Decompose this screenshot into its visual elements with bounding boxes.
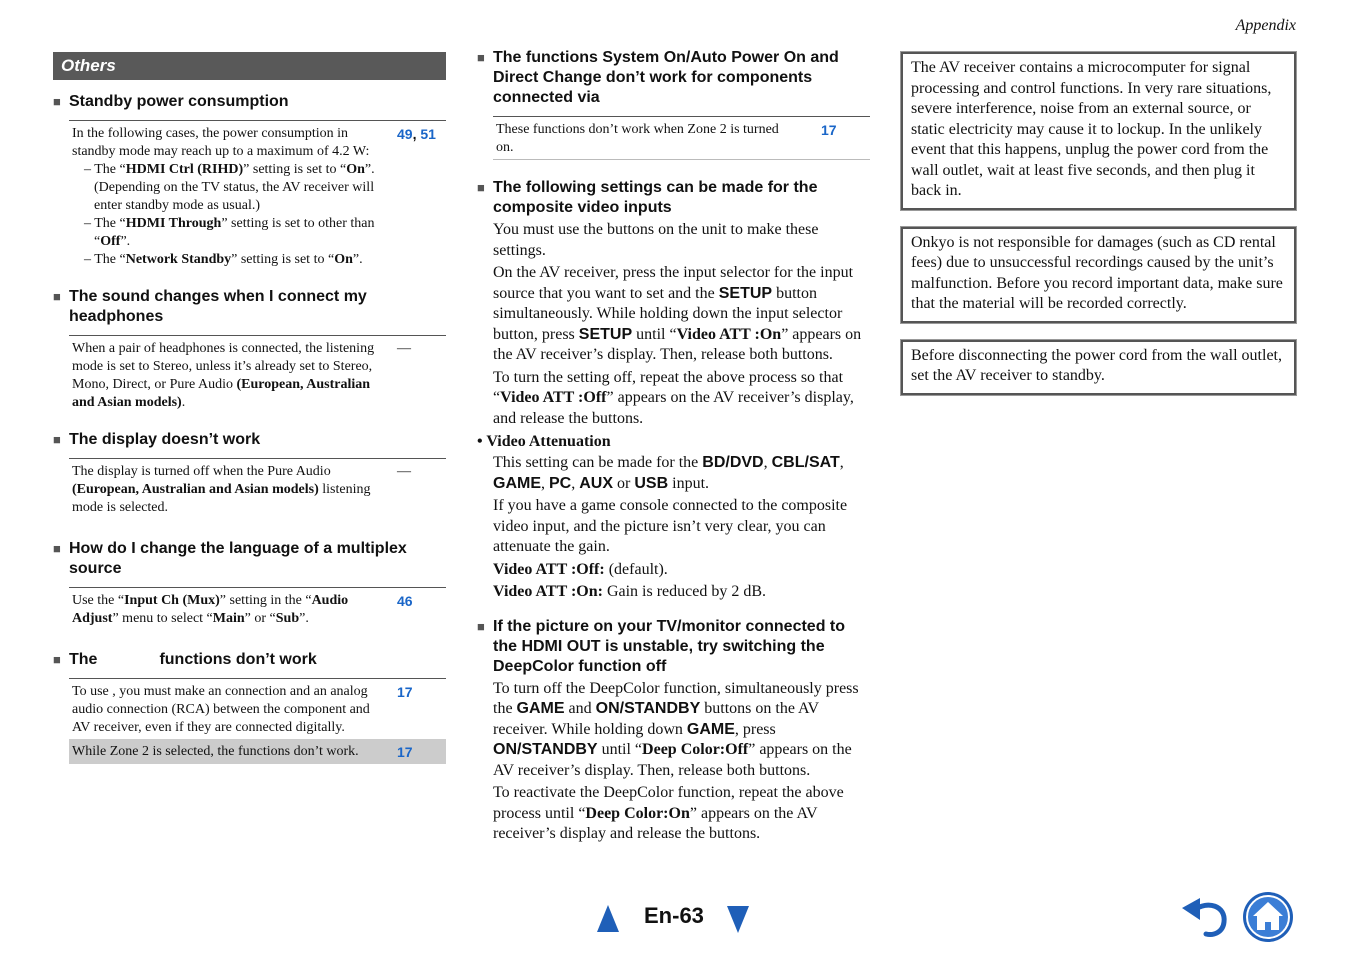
triangle-down-icon[interactable] bbox=[727, 906, 749, 933]
answer-row: These functions don’t work when Zone 2 is turned on. 17 bbox=[493, 117, 870, 160]
question-composite-video bbox=[477, 178, 870, 218]
home-icon[interactable] bbox=[1242, 891, 1294, 943]
left-column bbox=[53, 52, 446, 764]
list-item: – The “HDMI Through” setting is set to other than “Off”. bbox=[84, 216, 375, 249]
question-standby-power bbox=[53, 92, 446, 112]
triangle-up-icon[interactable] bbox=[597, 905, 619, 932]
middle-column bbox=[477, 48, 870, 847]
page-link[interactable]: 17 bbox=[821, 122, 837, 138]
answer-row bbox=[69, 121, 446, 271]
answer-row: To use , you must make an connection and an analog audio connection (RCA) between the component and AV receiver, even if they are connected digitally. 17 bbox=[72, 684, 413, 735]
notice-box-microcomputer: The AV receiver contains a microcomputer for signal processing and control functions. In very rare situations, severe interference, noise from an external source, or static electricity may cause it to lockup. In the unlikely event that this happens, unplug the power cord from the wall outlet, wait at least five seconds, and then plug it back in. bbox=[901, 52, 1296, 210]
answer-row: Use the “Input Ch (Mux)” setting in the “Audio Adjust” menu to select “Main” or “Sub”. 46 bbox=[72, 593, 413, 626]
answer-row: When a pair of headphones is connected, the listening mode is set to Stereo, unless it’s already set to Stereo, Mono, Direct, or Pure Audio (European, Australian and Asian models). — bbox=[72, 341, 411, 410]
question-title: If the picture on your TV/monitor connected to the HDMI OUT is unstable, try switching the DeepColor function off bbox=[493, 617, 846, 675]
list-item: – The “HDMI Ctrl (RIHD)” setting is set to “On”. (Depending on the TV status, the AV receiver will enter standby mode as usual.) bbox=[84, 162, 375, 213]
no-ref-dash: — bbox=[397, 341, 411, 356]
back-arrow-icon[interactable] bbox=[1180, 896, 1230, 940]
question-title: The functions System On/Auto Power On and Direct Change don’t work for components connected via bbox=[493, 49, 839, 106]
page-link[interactable]: 49 bbox=[397, 126, 413, 142]
answer-table-functions bbox=[69, 678, 446, 764]
answer-table-standby bbox=[69, 120, 446, 271]
answer-intro: In the following cases, the power consumption in standby mode may reach up to a maximum of 4.2 W: bbox=[72, 126, 370, 159]
question-title: The following settings can be made for the composite video inputs bbox=[493, 179, 818, 216]
right-column bbox=[901, 52, 1296, 412]
question-functions: ■ The functions don’t work bbox=[53, 650, 446, 670]
question-title: The display doesn’t work bbox=[69, 431, 261, 448]
answer-table-headphones bbox=[69, 335, 446, 414]
notice-box-recording: Onkyo is not responsible for damages (such as CD rental fees) due to unsuccessful recordings caused by the unit’s malfunction. Before you record important data, make sure that the material will be recorded correctly. bbox=[901, 227, 1296, 323]
question-title: How do I change the language of a multiplex source bbox=[69, 540, 407, 577]
question-title: Standby power consumption bbox=[69, 93, 289, 110]
question-system-on bbox=[477, 48, 870, 108]
list-item: – The “Network Standby” setting is set to “On”. bbox=[84, 252, 363, 267]
answer-table-system-on bbox=[493, 116, 870, 160]
bullet-video-attenuation: • Video Attenuation bbox=[477, 433, 611, 450]
notice-box-power-cord: Before disconnecting the power cord from the wall outlet, set the AV receiver to standby. bbox=[901, 340, 1296, 395]
answer-body-composite: You must use the buttons on the unit to make these settings. On the AV receiver, press the input selector for the input source that you want to set and the SETUP button simultaneously. While holding down the input selector button, press SETUP until “Video ATT :On” appears on the AV receiver’s display. Then, release both buttons. To turn the setting off, repeat the above process so that “Video ATT :Off” appears on the AV receiver’s display, and release the buttons. bbox=[493, 221, 862, 427]
question-display bbox=[53, 430, 446, 450]
page-link[interactable]: 17 bbox=[397, 744, 413, 760]
answer-table-display bbox=[69, 458, 446, 519]
page-link[interactable]: 17 bbox=[397, 684, 413, 700]
section-title-others: Others bbox=[53, 52, 446, 80]
answer-table-multiplex bbox=[69, 587, 446, 630]
page-link[interactable]: 51 bbox=[420, 126, 436, 142]
appendix-label: Appendix bbox=[1235, 17, 1296, 34]
answer-row: While Zone 2 is selected, the functions don’t work. 17 bbox=[69, 739, 446, 764]
no-ref-dash: — bbox=[397, 464, 411, 479]
answer-body-deepcolor: To turn off the DeepColor function, simultaneously press the GAME and ON/STANDBY buttons on the AV receiver. While holding down GAME, press ON/STANDBY until “Deep Color:Off” appears on the AV receiver’s display. Then, release both buttons. To reactivate the DeepColor function, repeat the above process until “Deep Color:On” appears on the AV receiver’s display and release the buttons. bbox=[493, 679, 859, 842]
page-link[interactable]: 46 bbox=[397, 593, 413, 609]
question-headphones bbox=[53, 287, 446, 327]
page-ref-links: 49, 51 bbox=[397, 126, 436, 142]
question-multiplex bbox=[53, 539, 446, 579]
question-deepcolor bbox=[477, 617, 870, 677]
page-number: En-63 bbox=[644, 903, 704, 928]
question-title: The sound changes when I connect my headphones bbox=[69, 288, 367, 325]
answer-body-attenuation: This setting can be made for the BD/DVD, CBL/SAT, GAME, PC, AUX or USB input. If you have a game console connected to the composite video input, and the picture isn’t very clear, you can attenuate the gain. Video ATT :Off: (default). Video ATT :On: Gain is reduced by 2 dB. bbox=[493, 454, 848, 600]
answer-row: The display is turned off when the Pure Audio (European, Australian and Asian models) listening mode is selected. — bbox=[72, 464, 411, 515]
